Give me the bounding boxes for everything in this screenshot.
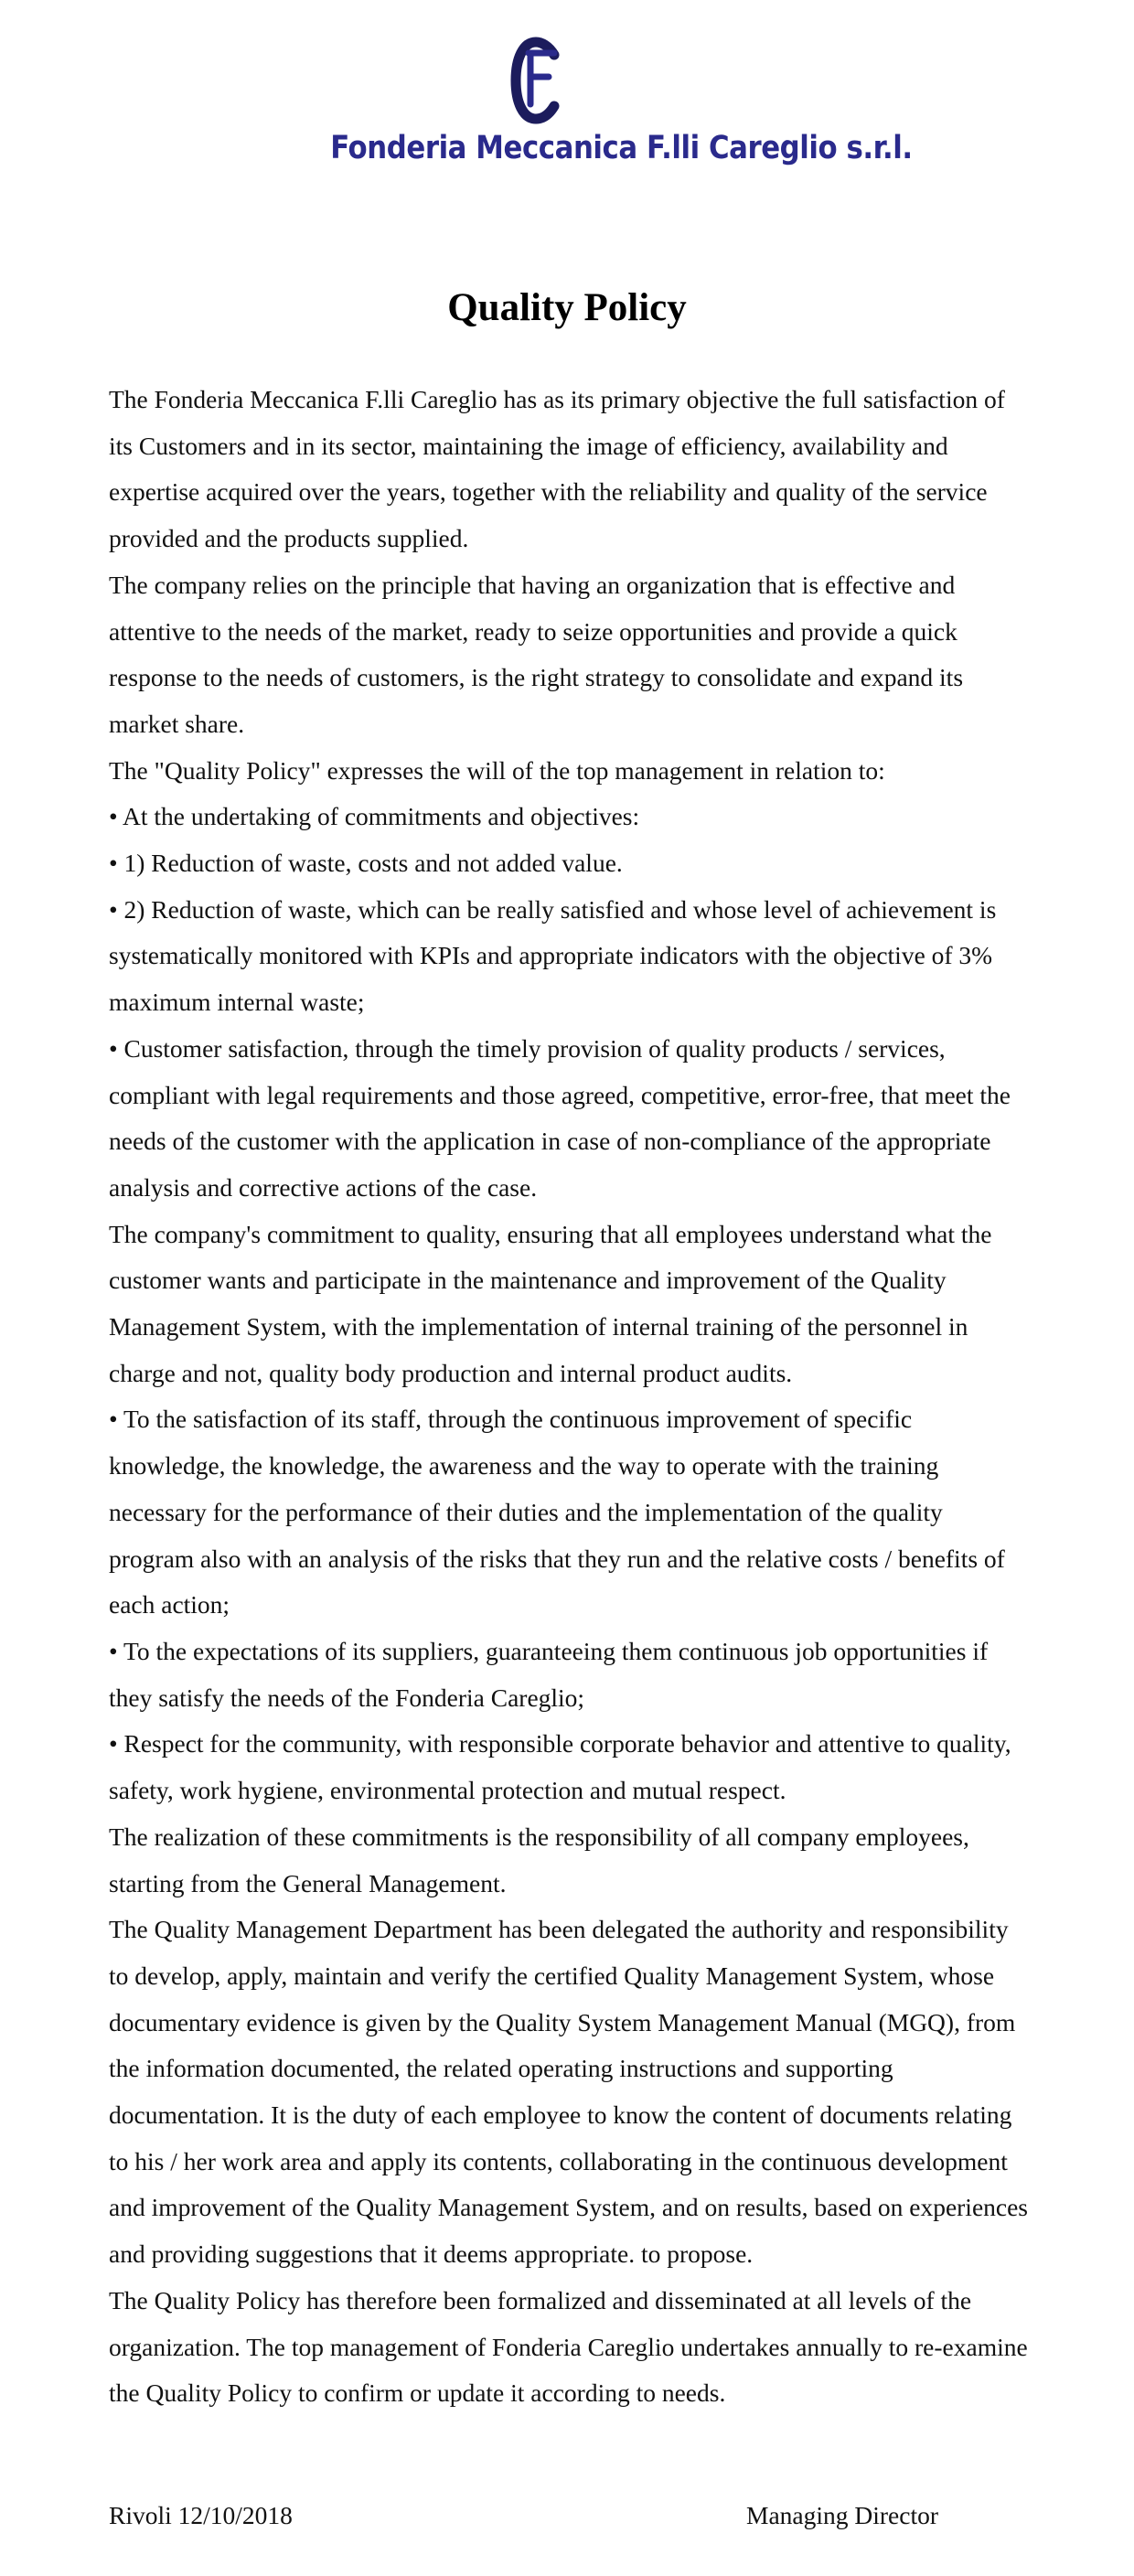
paragraph: The "Quality Policy" expresses the will of the top management in relation to: <box>109 755 885 785</box>
bullet-item: • Customer satisfaction, through the timely provision of quality products / services, compliant with legal requirements and those agreed, competitive, error-free, that meet the needs of the customer with the application in case of non-compliance of the appropriate analysis and corrective actions of the case. <box>109 1033 1011 1202</box>
document-title: Quality Policy <box>447 286 687 329</box>
bullet-item: • 2) Reduction of waste, which can be really satisfied and whose level of achievement is systematically monitored with KPIs and appropriate indicators with the objective of 3% maximum internal waste; <box>109 894 997 1017</box>
policy-body <box>109 377 1032 2417</box>
company-monogram-icon <box>508 35 567 126</box>
bullet-item: • At the undertaking of commitments and objectives: <box>109 802 640 831</box>
place-and-date: Rivoli 12/10/2018 <box>109 2501 293 2529</box>
paragraph: The Fonderia Meccanica F.lli Careglio has as its primary objective the full satisfaction of its Customers and in its sector, maintaining the image of efficiency, availability and expertise acquired over the years, together with the reliability and quality of the service provided and the products supplied. <box>109 385 1005 553</box>
paragraph: The Quality Policy has therefore been formalized and disseminated at all levels of the organization. The top management of Fonderia Careglio undertakes annually to re-examine the Quality Policy to confirm or update it according to needs. <box>109 2285 1028 2408</box>
paragraph: The company relies on the principle that having an organization that is effective and attentive to the needs of the market, ready to seize opportunities and provide a quick response to the needs of customers, is the right strategy to consolidate and expand its market share. <box>109 570 964 738</box>
company-name-logo-text: Fonderia Meccanica F.lli Careglio s.r.l. <box>330 130 913 166</box>
paragraph: The realization of these commitments is the responsibility of all company employees, starting from the General Management. <box>109 1822 969 1897</box>
bullet-item: • To the expectations of its suppliers, guaranteeing them continuous job opportunities if they satisfy the needs of the Fonderia Careglio; <box>109 1636 989 1712</box>
company-logo <box>302 35 913 190</box>
paragraph: The Quality Management Department has been delegated the authority and responsibility to develop, apply, maintain and verify the certified Quality Management System, whose documentary evidence is given by the Quality System Management Manual (MGQ), from the information documented, the related operating instructions and supporting documentation. It is the duty of each employee to know the content of documents relating to his / her work area and apply its contents, collaborating in the continuous development and improvement of the Quality Management System, and on results, based on experiences and providing suggestions that it deems appropriate. to propose. <box>109 1915 1029 2269</box>
bullet-item: • 1) Reduction of waste, costs and not added value. <box>109 849 623 878</box>
paragraph: The company's commitment to quality, ensuring that all employees understand what the customer wants and participate in the maintenance and improvement of the Quality Management System, with the implementation of internal training of the personnel in charge and not, quality body production and internal product audits. <box>109 1219 992 1387</box>
bullet-item: • To the satisfaction of its staff, through the continuous improvement of specific knowledge, the knowledge, the awareness and the way to operate with the training necessary for the performance of their duties and the implementation of the quality program also with an analysis of the risks that they run and the relative costs / benefits of each action; <box>109 1405 1005 1619</box>
bullet-item: • Respect for the community, with responsible corporate behavior and attentive to quality, safety, work hygiene, environmental protection and mutual respect. <box>109 1729 1011 1805</box>
signatory-title: Managing Director <box>746 2501 938 2529</box>
